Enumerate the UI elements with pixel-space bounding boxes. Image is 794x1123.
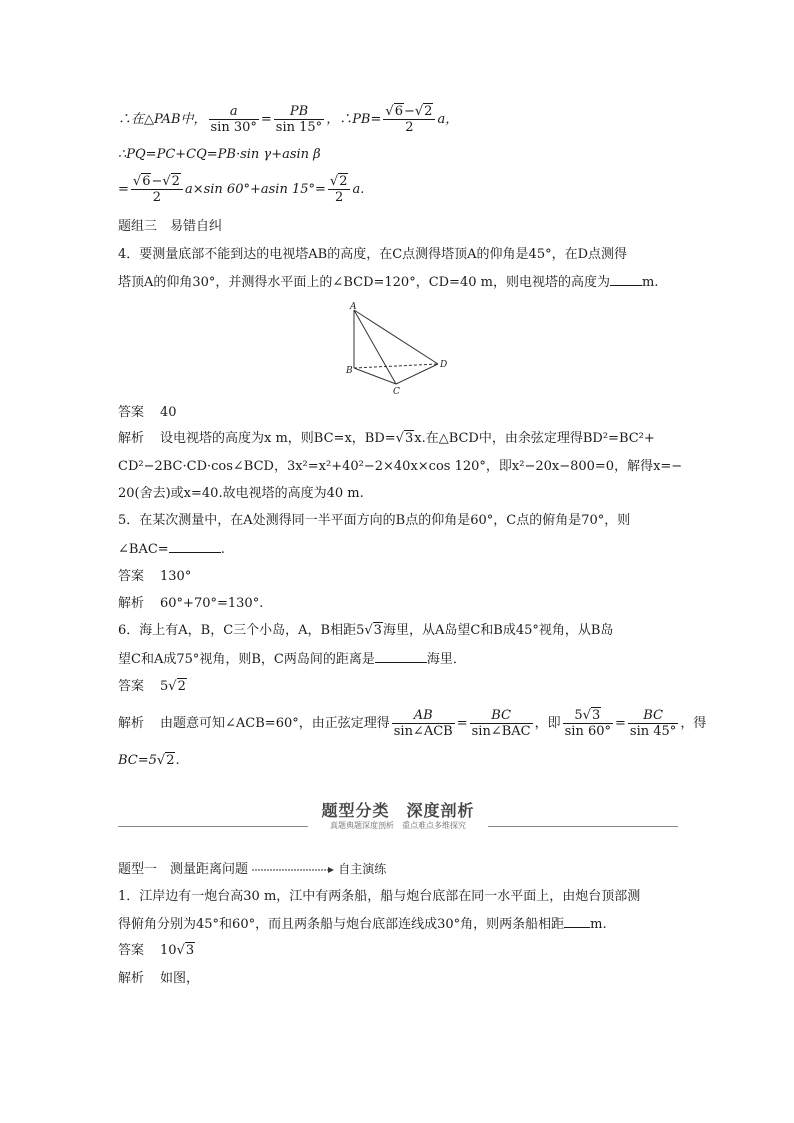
solution-6-line-2 (118, 752, 180, 770)
question-5-line-1: 5．在某次测量中，在A处测得同一半平面方向的B点的仰角是60°，C点的俯角是70°，则 (118, 513, 631, 528)
text: 设电视塔的高度为x m，则BC=x，BD= (160, 431, 396, 446)
label-C: C (393, 387, 400, 396)
numerator: PB (289, 104, 309, 119)
fraction (131, 174, 183, 205)
sqrt: √3 (176, 943, 195, 958)
equals: = (456, 716, 468, 731)
text: m. (641, 275, 659, 290)
answer-label: 答案 (118, 405, 145, 420)
text: ，即 (534, 716, 561, 731)
answer-label: 答案 (118, 943, 145, 958)
text: . (175, 753, 180, 768)
text: 塔顶A的仰角30°，并测得水平面上的∠BCD=120°，CD=40 m，则电视塔的高度为 (118, 275, 610, 290)
problem-1-line-1: 1．江岸边有一炮台高30 m，江中有两条船，船与炮台底部在同一水平面上，由炮台顶部测 (118, 889, 641, 904)
solution-label: 解析 (118, 716, 145, 731)
label-D: D (440, 360, 448, 370)
fraction (274, 104, 324, 135)
numerator: √6−√2 (385, 104, 433, 119)
numerator: BC (643, 708, 663, 723)
answer-blank (375, 650, 427, 663)
equals: = (260, 112, 272, 127)
text: . (220, 542, 225, 557)
fraction (470, 708, 533, 739)
solution-4-line-1 (118, 430, 655, 448)
solution-label: 解析 (118, 971, 145, 986)
solution-label: 解析 (118, 596, 145, 611)
answer-blank (564, 915, 590, 928)
text: 海里，从A岛望C和B成45°视角，从B岛 (382, 623, 614, 638)
text: 由题意可知∠ACB=60°，由正弦定理得 (160, 716, 390, 731)
banner-subtitle: 真题典题深度剖析 重点难点多维探究 (330, 821, 466, 830)
text: ，得 (680, 716, 707, 731)
tower-diagram (340, 302, 452, 396)
radicand: 2 (424, 104, 433, 119)
label-B: B (346, 366, 353, 376)
radicand: 2 (171, 174, 180, 189)
radicand: 3 (591, 708, 601, 723)
type-tag: 自主演练 (338, 862, 387, 876)
coefficient: 5 (574, 708, 583, 723)
segment-BD (354, 364, 438, 368)
segment-BC (354, 368, 396, 384)
answer-5 (118, 568, 191, 586)
fraction (328, 174, 351, 205)
answer-value: 130° (160, 569, 192, 584)
text: a. (352, 182, 365, 197)
question-4-line-1: 4．要测量底部不能到达的电视塔AB的高度，在C点测得塔顶A的仰角是45°，在D点测得 (118, 247, 628, 262)
problem-1-line-2 (118, 915, 607, 934)
denominator: sin 15° (275, 120, 323, 135)
derivation-line-1 (118, 104, 458, 135)
solution-text: 如图， (160, 971, 200, 986)
sqrt: √3 (364, 623, 382, 638)
banner-title: 题型分类 深度剖析 (321, 801, 475, 820)
type-1-heading (118, 860, 386, 879)
text: ∴在△PAB中， (118, 112, 207, 127)
text: 6．海上有A，B，C三个小岛，A，B相距5 (118, 623, 365, 638)
text: 望C和A成75°视角，则B，C两岛间的距离是 (118, 652, 375, 667)
fraction (209, 104, 259, 135)
text: 海里． (426, 652, 466, 667)
question-6-line-2 (118, 650, 466, 669)
answer-label: 答案 (118, 569, 145, 584)
equals: = (615, 716, 626, 731)
radicand: 3 (185, 943, 195, 958)
answer-value: 5 (160, 679, 169, 694)
radicand: 6 (394, 104, 403, 119)
numerator: 5√3 (574, 708, 601, 723)
sqrt: √2 (156, 753, 175, 768)
denominator: 2 (383, 119, 435, 135)
fraction (563, 708, 613, 739)
answer-value: 40 (160, 405, 177, 420)
denominator: sin 30° (210, 120, 257, 135)
text: ∠BAC= (118, 542, 169, 557)
denominator: sin 60° (564, 724, 612, 739)
solution-5 (118, 595, 263, 613)
sqrt: √2 (168, 679, 186, 694)
solution-label: 解析 (118, 431, 145, 446)
fraction (392, 708, 455, 739)
answer-value: 10 (160, 943, 177, 958)
numerator: √2 (329, 174, 348, 189)
numerator: AB (413, 708, 433, 723)
text: x.在△BCD中，由余弦定理得BD²=BC²+ (414, 431, 655, 446)
type-title: 题型一 测量距离问题 (118, 862, 249, 877)
fraction (628, 708, 678, 739)
question-6-line-1 (118, 622, 613, 640)
equals: = (118, 182, 129, 197)
solution-text: 60°+70°=130°. (160, 596, 264, 611)
radicand: 3 (404, 431, 414, 446)
numerator: a (229, 104, 238, 119)
solution-4-line-2: CD²−2BC·CD·cos∠BCD，3x²=x²+40²−2×40x×cos 120°，即x²−20x−800=0，解得x=− (118, 459, 683, 474)
denominator: sin∠BAC (471, 724, 531, 739)
question-5-line-2 (118, 540, 225, 559)
derivation-line-3 (118, 174, 364, 205)
label-A: A (350, 302, 357, 312)
numerator: √6−√2 (132, 174, 180, 189)
text: BC=5 (118, 753, 157, 768)
radicand: 2 (166, 753, 175, 768)
segment-AC (354, 310, 396, 384)
arrow-icon (252, 865, 334, 875)
text: a×sin 60°+asin 15°= (184, 182, 326, 197)
derivation-line-2: ∴PQ=PC+CQ=PB·sin γ+asin β (118, 147, 321, 162)
text: a， (437, 112, 459, 127)
denominator: sin∠ACB (393, 724, 453, 739)
answer-4 (118, 404, 177, 422)
text: ，∴PB= (326, 112, 382, 127)
radicand: 3 (373, 623, 382, 638)
radicand: 2 (339, 174, 348, 189)
denominator: 2 (131, 189, 183, 205)
answer-label: 答案 (118, 679, 145, 694)
text: m. (590, 917, 607, 932)
denominator: 2 (328, 189, 351, 205)
solution-p1 (118, 970, 199, 988)
text: 得俯角分别为45°和60°，而且两条船与炮台底部连线成30°角，则两条船相距 (118, 917, 565, 932)
denominator: sin 45° (629, 724, 677, 739)
answer-blank (169, 540, 221, 553)
radicand: 6 (142, 174, 151, 189)
solution-6-line-1 (118, 708, 706, 739)
answer-6 (118, 678, 187, 696)
section-heading-group3: 题组三 易错自纠 (118, 219, 223, 234)
radicand: 2 (177, 679, 186, 694)
fraction (383, 104, 435, 135)
answer-blank (610, 273, 642, 286)
segment-CD (396, 364, 438, 384)
numerator: BC (491, 708, 511, 723)
sqrt: √3 (395, 431, 414, 446)
section-banner (118, 798, 678, 834)
answer-p1 (118, 942, 195, 960)
question-4-line-2 (118, 273, 658, 292)
solution-4-line-3: 20(舍去)或x=40.故电视塔的高度为40 m. (118, 486, 364, 501)
segment-AD (354, 310, 438, 364)
